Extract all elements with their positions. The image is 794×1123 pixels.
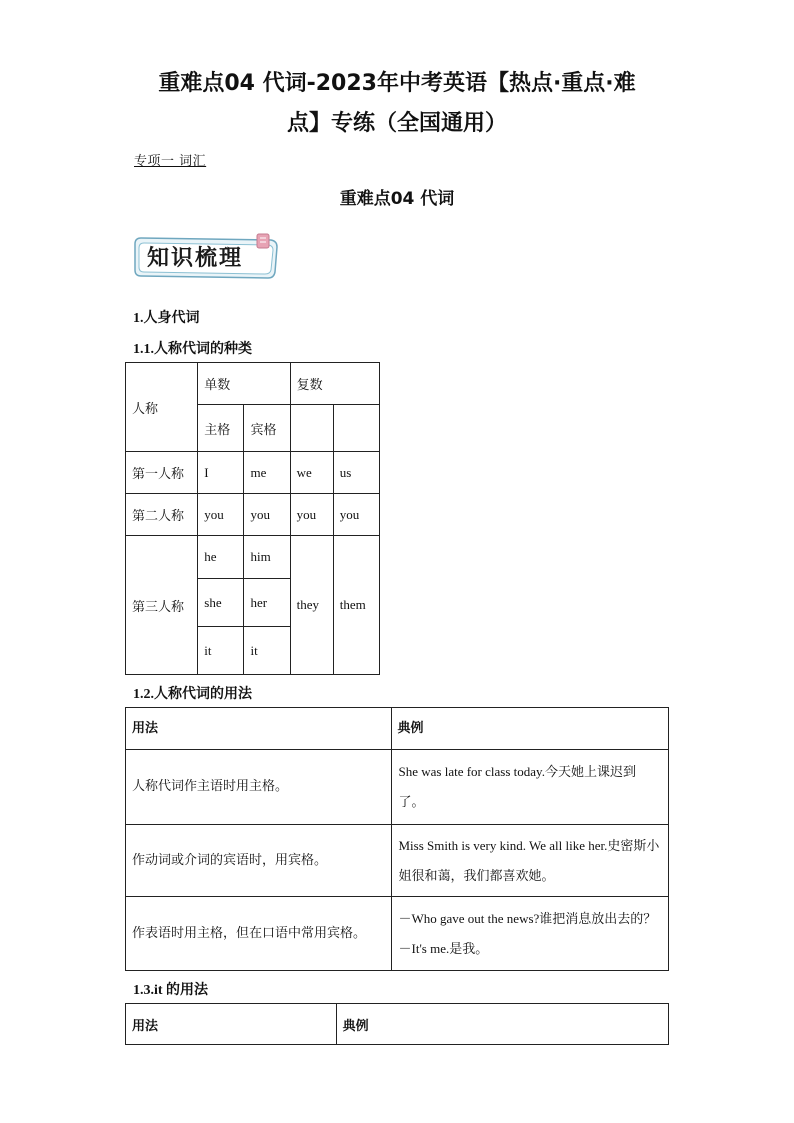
cell-person: 人称 bbox=[126, 363, 198, 452]
cell-value: I bbox=[198, 452, 244, 494]
cell-value: we bbox=[290, 452, 333, 494]
cell-empty bbox=[333, 405, 379, 452]
cell-plural: 复数 bbox=[290, 363, 379, 405]
table-row bbox=[126, 536, 380, 579]
it-usage-table bbox=[125, 1003, 669, 1045]
title-line-1: 重难点04 代词-2023年中考英语【热点·重点·难 bbox=[158, 71, 636, 96]
table-row bbox=[126, 494, 380, 536]
table-row bbox=[126, 825, 669, 897]
cell-value: he bbox=[198, 536, 244, 579]
row-label: 第三人称 bbox=[126, 536, 198, 675]
cell-value: she bbox=[198, 579, 244, 627]
header-example: 典例 bbox=[336, 1004, 668, 1045]
cell-subject-case: 主格 bbox=[198, 405, 244, 452]
cell-value: you bbox=[244, 494, 290, 536]
example-cell: Miss Smith is very kind. We all like her.史密斯小姐很和蔼，我们都喜欢她。 bbox=[391, 825, 669, 897]
cell-value: me bbox=[244, 452, 290, 494]
cell-singular: 单数 bbox=[198, 363, 290, 405]
row-label: 第二人称 bbox=[126, 494, 198, 536]
table-row bbox=[126, 750, 669, 825]
knowledge-badge bbox=[131, 232, 281, 282]
pronoun-usage-table bbox=[125, 707, 669, 971]
example-cell: She was late for class today.今天她上课迟到了。 bbox=[391, 750, 669, 825]
cell-object-case: 宾格 bbox=[244, 405, 290, 452]
cell-value: you bbox=[290, 494, 333, 536]
section-subtitle: 重难点04 代词 bbox=[339, 189, 455, 209]
cell-value: it bbox=[244, 627, 290, 675]
row-label: 第一人称 bbox=[126, 452, 198, 494]
header-usage: 用法 bbox=[126, 1004, 337, 1045]
cell-value: you bbox=[198, 494, 244, 536]
header-usage: 用法 bbox=[126, 708, 392, 750]
usage-cell: 作表语时用主格，但在口语中常用宾格。 bbox=[126, 897, 392, 971]
breadcrumb: 专项一 词汇 bbox=[134, 154, 207, 169]
heading-pronoun-usage: 1.2.人称代词的用法 bbox=[133, 687, 252, 702]
cell-value: they bbox=[290, 536, 333, 675]
cell-value: it bbox=[198, 627, 244, 675]
badge-label: 知识梳理 bbox=[147, 246, 244, 271]
header-example: 典例 bbox=[391, 708, 669, 750]
example-cell: －Who gave out the news?谁把消息放出去的？－It's me.是我。 bbox=[391, 897, 669, 971]
pronoun-types-table bbox=[125, 362, 380, 675]
table-row bbox=[126, 897, 669, 971]
table-row bbox=[126, 452, 380, 494]
cell-value: her bbox=[244, 579, 290, 627]
title-line-2: 点】专练（全国通用） bbox=[286, 111, 507, 136]
heading-personal-pronouns: 1.人身代词 bbox=[133, 311, 200, 326]
heading-pronoun-types: 1.1.人称代词的种类 bbox=[133, 342, 252, 357]
usage-cell: 作动词或介词的宾语时，用宾格。 bbox=[126, 825, 392, 897]
cell-value: them bbox=[333, 536, 379, 675]
document-title bbox=[120, 64, 674, 144]
cell-empty bbox=[290, 405, 333, 452]
usage-cell: 人称代词作主语时用主格。 bbox=[126, 750, 392, 825]
heading-it-usage: 1.3.it 的用法 bbox=[133, 983, 209, 998]
cell-value: you bbox=[333, 494, 379, 536]
cell-value: us bbox=[333, 452, 379, 494]
cell-value: him bbox=[244, 536, 290, 579]
